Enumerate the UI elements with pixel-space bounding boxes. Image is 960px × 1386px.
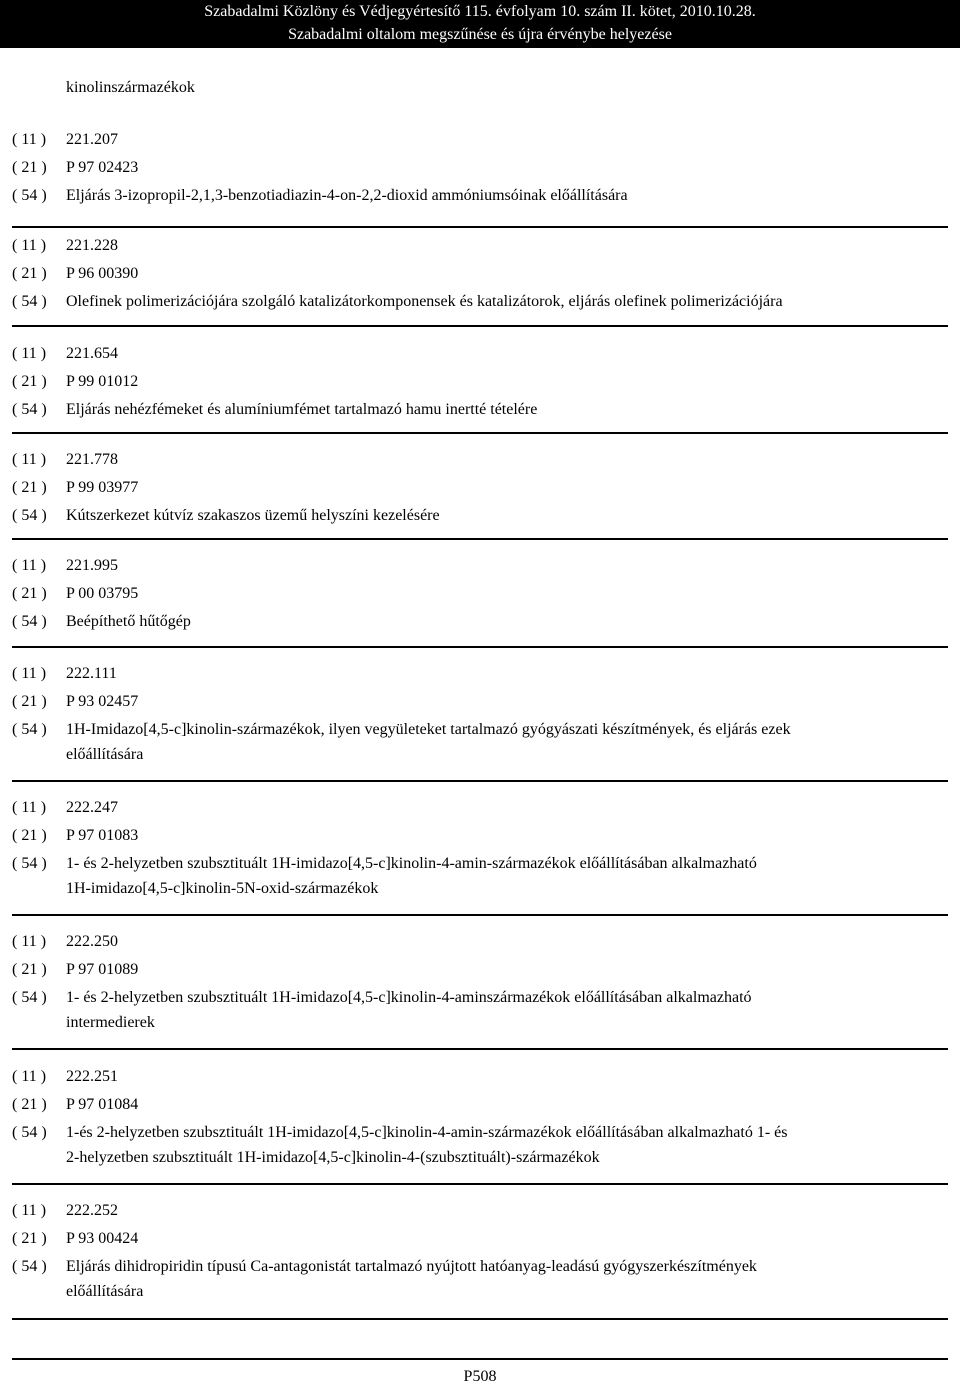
entry-row bbox=[12, 850, 948, 903]
entry-row bbox=[12, 232, 948, 260]
entry-row bbox=[12, 1063, 948, 1091]
entry-row bbox=[12, 1197, 948, 1225]
entry-divider bbox=[12, 1318, 948, 1320]
patent-entry bbox=[12, 660, 948, 769]
patent-entry bbox=[12, 1197, 948, 1306]
patent-number: 221.654 bbox=[66, 345, 118, 362]
application-number: P 93 00424 bbox=[66, 1230, 139, 1247]
patent-number: 222.252 bbox=[66, 1202, 118, 1219]
patent-number: 222.250 bbox=[66, 933, 118, 950]
inid-code-21: ( 21 ) bbox=[12, 479, 47, 496]
application-number: P 00 03795 bbox=[66, 585, 139, 602]
invention-title-line: 1H-imidazo[4,5-c]kinolin-5N-oxid-származékok bbox=[66, 880, 379, 897]
section-title: Szabadalmi oltalom megszűnése és újra érvénybe helyezése bbox=[288, 26, 672, 43]
entry-row bbox=[12, 474, 948, 502]
invention-title-line: 1-és 2-helyzetben szubsztituált 1H-imidazo[4,5-c]kinolin-4-amin-származékok előállításában alkalmazható 1- és bbox=[66, 1124, 788, 1141]
journal-title: Szabadalmi Közlöny és Védjegyértesítő 115. évfolyam 10. szám II. kötet, 2010.10.28. bbox=[204, 3, 756, 20]
inid-code-21: ( 21 ) bbox=[12, 1230, 47, 1247]
entry-row bbox=[12, 956, 948, 984]
entry-row bbox=[12, 1253, 948, 1306]
entry-row bbox=[12, 1119, 948, 1172]
patent-number: 222.251 bbox=[66, 1068, 118, 1085]
invention-title-line: Eljárás 3-izopropil-2,1,3-benzotiadiazin-4-on-2,2-dioxid ammóniumsóinak előállítására bbox=[66, 187, 628, 204]
patent-number: 222.247 bbox=[66, 799, 118, 816]
entry-row bbox=[12, 340, 948, 368]
invention-title bbox=[66, 611, 948, 633]
invention-title-line: Kútszerkezet kútvíz szakaszos üzemű helyszíni kezelésére bbox=[66, 507, 440, 524]
entry-row bbox=[12, 260, 948, 288]
invention-title-line: 1- és 2-helyzetben szubsztituált 1H-imidazo[4,5-c]kinolin-4-aminszármazékok előállításában alkalmazható bbox=[66, 989, 752, 1006]
invention-title-line: 1H-Imidazo[4,5-c]kinolin-származékok, ilyen vegyületeket tartalmazó gyógyászati készítmények, és eljárás ezek bbox=[66, 721, 791, 738]
invention-title-line: 1- és 2-helyzetben szubsztituált 1H-imidazo[4,5-c]kinolin-4-amin-származékok előállításában alkalmazható bbox=[66, 855, 757, 872]
entry-row bbox=[12, 660, 948, 688]
patent-entry bbox=[12, 232, 948, 313]
entry-row bbox=[12, 1225, 948, 1253]
inid-code-11: ( 11 ) bbox=[12, 1068, 47, 1085]
patent-entry bbox=[12, 552, 948, 633]
entry-row bbox=[12, 794, 948, 822]
footer-divider bbox=[12, 1358, 948, 1360]
invention-title-line: Beépíthető hűtőgép bbox=[66, 613, 191, 630]
application-number: P 99 01012 bbox=[66, 373, 139, 390]
inid-code-54: ( 54 ) bbox=[12, 613, 47, 630]
inid-code-54: ( 54 ) bbox=[12, 855, 47, 872]
application-number: P 97 01084 bbox=[66, 1096, 139, 1113]
entry-row bbox=[12, 552, 948, 580]
inid-code-21: ( 21 ) bbox=[12, 693, 47, 710]
page-number: P508 bbox=[463, 1368, 497, 1385]
inid-code-54: ( 54 ) bbox=[12, 989, 47, 1006]
inid-code-54: ( 54 ) bbox=[12, 187, 47, 204]
application-number: P 99 03977 bbox=[66, 479, 139, 496]
entry-row bbox=[12, 716, 948, 769]
invention-title bbox=[66, 399, 948, 421]
patent-number: 221.228 bbox=[66, 237, 118, 254]
patent-number: 221.995 bbox=[66, 557, 118, 574]
application-number: P 97 02423 bbox=[66, 159, 139, 176]
entry-row bbox=[12, 502, 948, 527]
inid-code-11: ( 11 ) bbox=[12, 237, 47, 254]
entry-divider bbox=[12, 226, 948, 228]
entry-row bbox=[12, 822, 948, 850]
patent-entry bbox=[12, 126, 948, 207]
invention-title-line: intermedierek bbox=[66, 1014, 155, 1031]
inid-code-11: ( 11 ) bbox=[12, 451, 47, 468]
entry-divider bbox=[12, 646, 948, 648]
invention-title bbox=[66, 185, 948, 207]
entry-divider bbox=[12, 1183, 948, 1185]
invention-title-line: előállítására bbox=[66, 746, 144, 763]
application-number: P 97 01083 bbox=[66, 827, 139, 844]
inid-code-54: ( 54 ) bbox=[12, 721, 47, 738]
inid-code-21: ( 21 ) bbox=[12, 827, 47, 844]
invention-title-line: Olefinek polimerizációjára szolgáló katalizátorkomponensek és katalizátorok, eljárás olefinek polimerizációjára bbox=[66, 293, 783, 310]
entry-row bbox=[12, 446, 948, 474]
inid-code-21: ( 21 ) bbox=[12, 585, 47, 602]
patent-number: 222.111 bbox=[66, 665, 117, 682]
entry-row bbox=[12, 154, 948, 182]
inid-code-11: ( 11 ) bbox=[12, 799, 47, 816]
entry-row bbox=[12, 984, 948, 1037]
inid-code-21: ( 21 ) bbox=[12, 373, 47, 390]
entry-row bbox=[12, 688, 948, 716]
inid-code-54: ( 54 ) bbox=[12, 293, 47, 310]
inid-code-54: ( 54 ) bbox=[12, 1124, 47, 1141]
invention-title bbox=[66, 291, 948, 313]
inid-code-54: ( 54 ) bbox=[12, 1258, 47, 1275]
inid-code-11: ( 11 ) bbox=[12, 557, 47, 574]
inid-code-54: ( 54 ) bbox=[12, 507, 47, 524]
inid-code-11: ( 11 ) bbox=[12, 1202, 47, 1219]
patent-entry bbox=[12, 794, 948, 903]
entry-row bbox=[12, 1091, 948, 1119]
entry-row bbox=[12, 928, 948, 956]
inid-code-11: ( 11 ) bbox=[12, 131, 47, 148]
invention-title-line: 2-helyzetben szubsztituált 1H-imidazo[4,5-c]kinolin-4-(szubsztituált)-származékok bbox=[66, 1149, 600, 1166]
inid-code-21: ( 21 ) bbox=[12, 265, 47, 282]
entry-divider bbox=[12, 914, 948, 916]
entry-row bbox=[12, 288, 948, 313]
entry-divider bbox=[12, 538, 948, 540]
inid-code-21: ( 21 ) bbox=[12, 1096, 47, 1113]
invention-title-line: Eljárás dihidropiridin típusú Ca-antagonistát tartalmazó nyújtott hatóanyag-leadású gyógyszerkészítmények bbox=[66, 1258, 757, 1275]
application-number: P 96 00390 bbox=[66, 265, 139, 282]
patent-entry bbox=[12, 340, 948, 421]
page-header bbox=[0, 0, 960, 48]
entry-row bbox=[12, 396, 948, 421]
inid-code-11: ( 11 ) bbox=[12, 933, 47, 950]
entry-row bbox=[12, 368, 948, 396]
entry-divider bbox=[12, 1048, 948, 1050]
invention-title bbox=[66, 1256, 948, 1306]
invention-title bbox=[66, 1122, 948, 1172]
entry-divider bbox=[12, 325, 948, 327]
entry-divider bbox=[12, 780, 948, 782]
application-number: P 97 01089 bbox=[66, 961, 139, 978]
invention-title bbox=[66, 987, 948, 1037]
inid-code-54: ( 54 ) bbox=[12, 401, 47, 418]
patent-entry bbox=[12, 1063, 948, 1172]
inid-code-21: ( 21 ) bbox=[12, 159, 47, 176]
inid-code-21: ( 21 ) bbox=[12, 961, 47, 978]
entry-row bbox=[12, 608, 948, 633]
patent-entry bbox=[12, 446, 948, 527]
invention-title bbox=[66, 719, 948, 769]
invention-title bbox=[66, 853, 948, 903]
invention-title-line: előállítására bbox=[66, 1283, 144, 1300]
invention-title bbox=[66, 505, 948, 527]
inid-code-11: ( 11 ) bbox=[12, 345, 47, 362]
carryover-text: kinolinszármazékok bbox=[66, 79, 195, 96]
invention-title-line: Eljárás nehézfémeket és alumíniumfémet tartalmazó hamu inertté tételére bbox=[66, 401, 538, 418]
entry-row bbox=[12, 580, 948, 608]
inid-code-11: ( 11 ) bbox=[12, 665, 47, 682]
entry-row bbox=[12, 182, 948, 207]
entry-divider bbox=[12, 432, 948, 434]
patent-entry bbox=[12, 928, 948, 1037]
patent-number: 221.207 bbox=[66, 131, 118, 148]
entry-row bbox=[12, 126, 948, 154]
patent-number: 221.778 bbox=[66, 451, 118, 468]
application-number: P 93 02457 bbox=[66, 693, 139, 710]
